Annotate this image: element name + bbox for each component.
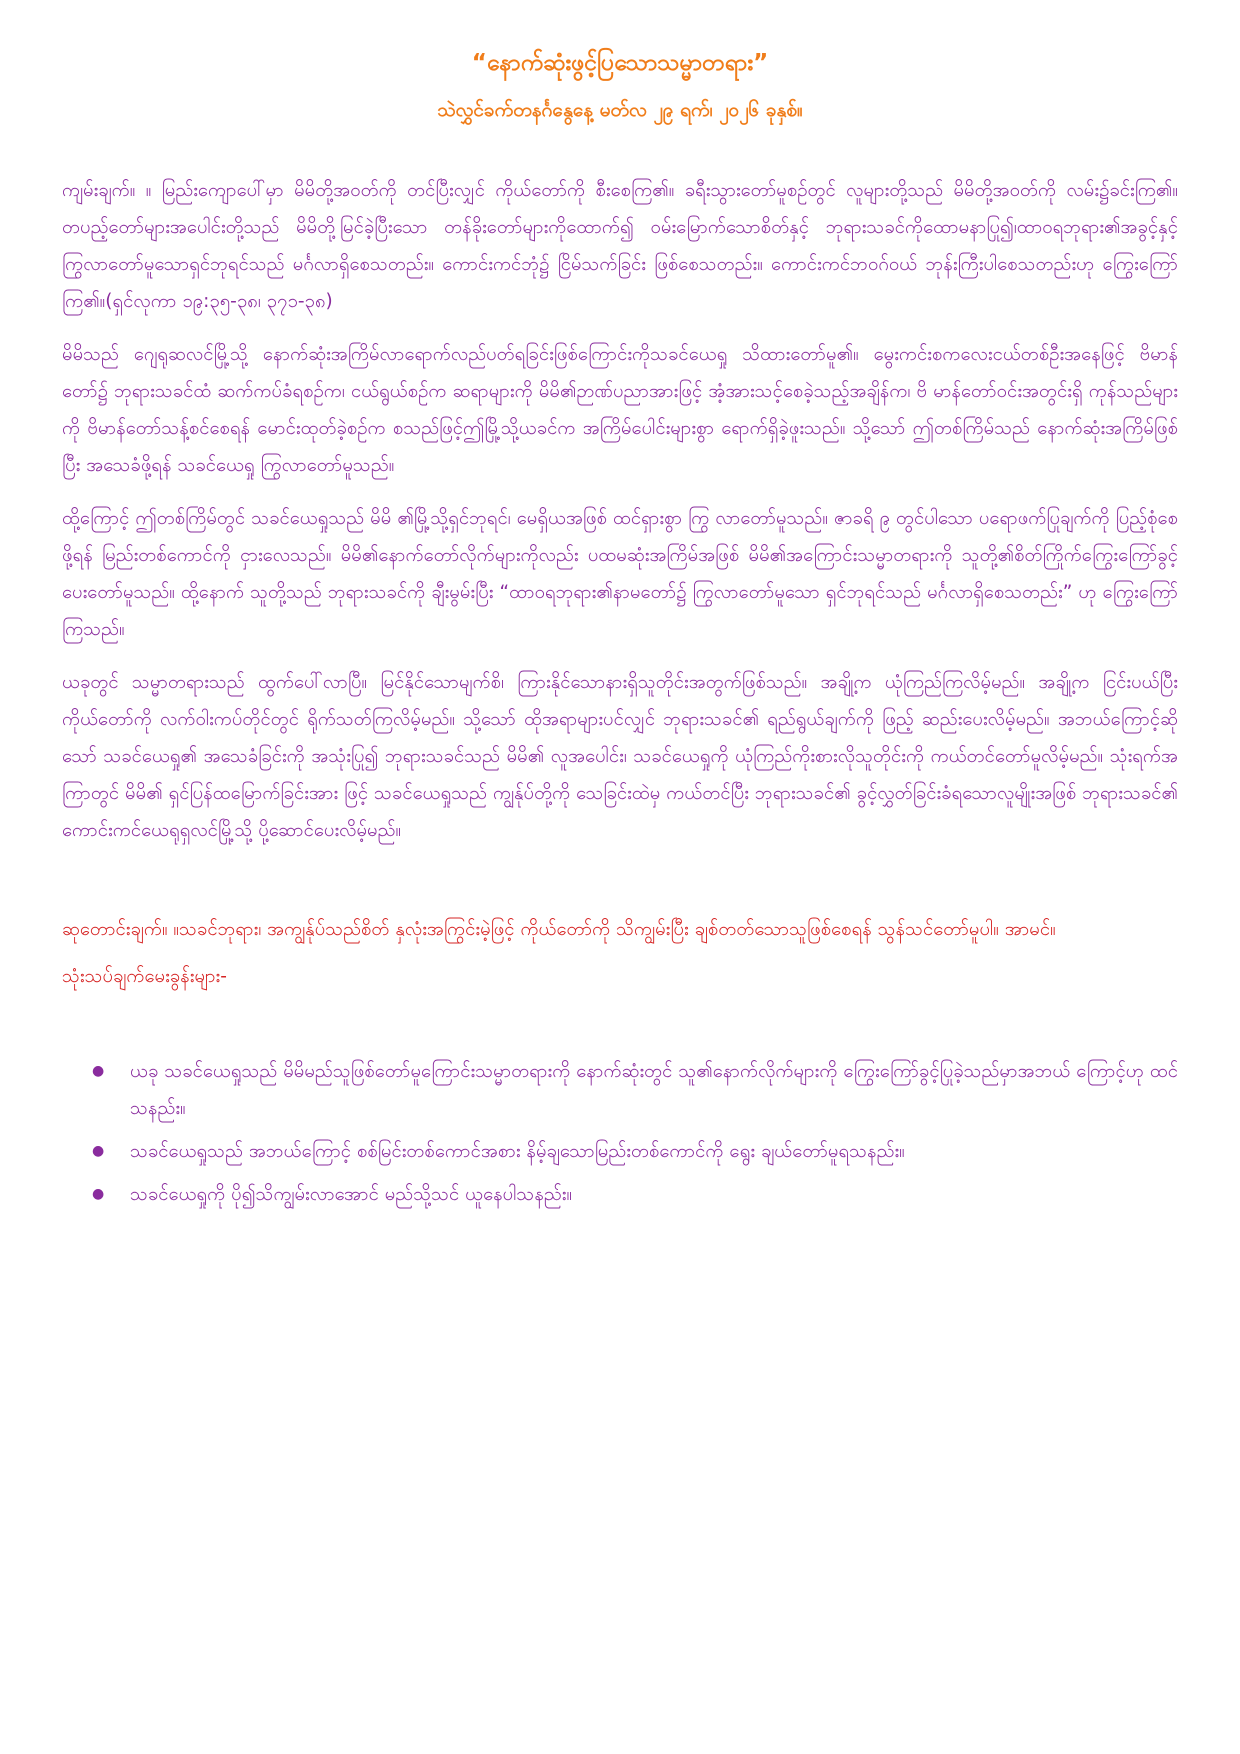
list-item [92, 1133, 1178, 1170]
body-text [62, 172, 1178, 1213]
document-title: “နောက်ဆုံးဖွင့်ပြသောသမ္မာတရား” [471, 50, 769, 76]
questions-list [62, 1053, 1178, 1213]
paragraph-king: ထို့ကြောင့် ဤတစ်ကြိမ်တွင် သခင်ယေရှုသည် မိမိ ၏မြို့သို့ရှင်ဘုရင်၊ မေရှိယအဖြစ် ထင်ရှားစွာ ကြွ လာတော်မူသည်။ ဇာခရိ ၉ တွင်ပါသော ပရောဖက်ပြုချက်ကို ပြည့်စုံစေဖို့ရန် မြည်းတစ်ကောင်ကို ငှားလေသည်။ မိမိ၏နောက်တော်လိုက်များကိုလည်း ပထမဆုံးအကြိမ်အဖြစ် မိမိ၏အကြောင်းသမ္မာတရားကို သူတို့၏စိတ်ကြိုက်ကြွေးကြော်ခွင့်ပေးတော်မူသည်။ ထို့နောက် သူတို့သည် ဘုရားသခင်ကို ချီးမွမ်းပြီး “ထာဝရဘုရား၏နာမတော်၌ ကြွလာတော်မူသော ရှင်ဘုရင်သည် မင်္ဂလာရှိစေသတည်း” ဟု ကြွေးကြော်ကြသည်။ [62, 508, 1178, 640]
bullet-icon: ● [92, 1063, 105, 1079]
document-date: သဲလွှင်ခက်တနင်္ဂနွေနေ့ မတ်လ ၂၉ ရက်၊ ၂၀၂၆ ခုနှစ်။ [437, 99, 803, 121]
question-text: သခင်ယေရှုသည် အဘယ်ကြောင့် စစ်မြင်းတစ်ကောင်အစား နိမ့်ချသောမြည်းတစ်ကောင်ကို ရွေး ချယ်တော်မူရသနည်း။ [130, 1141, 905, 1162]
list-item [92, 1176, 1178, 1213]
paragraph-last-visit: မိမိသည် ဂျေရုဆလင်မြို့သို့ နောက်ဆုံးအကြိမ်လာရောက်လည်ပတ်ရခြင်းဖြစ်ကြောင်းကိုသခင်ယေရှု သိထားတော်မူ၏။ မွေးကင်းစကလေးငယ်တစ်ဦးအနေဖြင့် ဗိမာန်တော်၌ ဘုရားသခင်ထံ ဆက်ကပ်ခံရစဉ်က၊ ငယ်ရွယ်စဉ်က ဆရာများကို မိမိ၏ဉာဏ်ပညာအားဖြင့် အံ့အားသင့်စေခဲ့သည့်အချိန်က၊ ဗိ မာန်တော်ဝင်းအတွင်းရှိ ကုန်သည်များကို ဗိမာန်တော်သန့်စင်စေရန် မောင်းထုတ်ခဲ့စဉ်က စသည်ဖြင့်ဤမြို့သို့ယခင်က အကြိမ်ပေါင်းများစွာ ရောက်ရှိခဲ့ဖူးသည်။ သို့သော် ဤတစ်ကြိမ်သည် နောက်ဆုံးအကြိမ်ဖြစ်ပြီး အသေခံဖို့ရန် သခင်ယေရှု ကြွလာတော်မူသည်။ [62, 344, 1178, 476]
question-text: သခင်ယေရှုကို ပို၍သိကျွမ်းလာအောင် မည်သို့သင် ယူနေပါသနည်း။ [130, 1184, 573, 1205]
question-text: ယခု သခင်ယေရှုသည် မိမိမည်သူဖြစ်တော်မူကြောင်းသမ္မာတရားကို နောက်ဆုံးတွင် သူ၏နောက်လိုက်များကို ကြွေးကြော်ခွင့်ပြုခဲ့သည်မှာအဘယ် ကြောင့်ဟု ထင်သနည်း။ [130, 1061, 1178, 1119]
paragraph-scripture: ကျမ်းချက်။ ။ မြည်းကျောပေါ်မှာ မိမိတို့အဝတ်ကို တင်ပြီးလျှင် ကိုယ်တော်ကို စီးစေကြ၏။ ခရီးသွားတော်မူစဉ်တွင် လူများတို့သည် မိမိတို့အဝတ်ကို လမ်း၌ခင်းကြ၏။ တပည့်တော်များအပေါင်းတို့သည် မိမိတို့မြင်ခဲ့ပြီးသော တန်ခိုးတော်များကိုထောက်၍ ဝမ်းမြောက်သောစိတ်နှင့် ဘုရားသခင်ကိုထောမနာပြု၍၊ထာဝရဘုရား၏အခွင့်နှင့်ကြွလာတော်မူသောရှင်ဘုရင်သည် မင်္ဂလာရှိစေသတည်း။ ကောင်းကင်ဘုံ၌ ငြိမ်သက်ခြင်း ဖြစ်စေသတည်း။ ကောင်းကင်ဘဝဂ်ဝယ် ဘုန်းကြီးပါစေသတည်းဟု ကြွေးကြော်ကြ၏။(ရှင်လုကာ ၁၉:၃၅-၃၈၊ ၃၇၁-၃၈) [62, 180, 1178, 312]
prayer: ဆုတောင်းချက်။ ။သခင်ဘုရား၊ အကျွန်ုပ်သည်စိတ် နှလုံးအကြွင်းမဲ့ဖြင့် ကိုယ်တော်ကို သိကျွမ်းပြီး ချစ်တတ်သောသူဖြစ်စေရန် သွန်သင်တော်မူပါ။ အာမင်။ [62, 919, 1056, 940]
paragraph-truth: ယခုတွင် သမ္မာတရားသည် ထွက်ပေါ်လာပြီ။ မြင်နိုင်သောမျက်စိ၊ ကြားနိုင်သောနားရှိသူတိုင်းအတွက်ဖြစ်သည်။ အချို့က ယုံကြည်ကြလိမ့်မည်။ အချို့က ငြင်းပယ်ပြီး ကိုယ်တော်ကို လက်ဝါးကပ်တိုင်တွင် ရိုက်သတ်ကြလိမ့်မည်။ သို့သော် ထိုအရာများပင်လျှင် ဘုရားသခင်၏ ရည်ရွယ်ချက်ကို ဖြည့် ဆည်းပေးလိမ့်မည်။ အဘယ်ကြောင့်ဆိုသော် သခင်ယေရှု၏ အသေခံခြင်းကို အသုံးပြု၍ ဘုရားသခင်သည် မိမိ၏ လူအပေါင်း၊ သခင်ယေရှုကို ယုံကြည်ကိုးစားလိုသူတိုင်းကို ကယ်တင်တော်မူလိမ့်မည်။ သုံးရက်အကြာတွင် မိမိ၏ ရှင်ပြန်ထမြောက်ခြင်းအား ဖြင့် သခင်ယေရှုသည် ကျွန်ုပ်တို့ကို သေခြင်းထဲမှ ကယ်တင်ပြီး ဘုရားသခင်၏ ခွင့်လွှတ်ခြင်းခံရသောလူမျိုးအဖြစ် ဘုရားသခင်၏ ကောင်းကင်ယေရုရှလင်မြို့သို့ ပို့ဆောင်ပေးလိမ့်မည်။ [62, 672, 1178, 841]
questions-heading: သုံးသပ်ချက်မေးခွန်းများ- [62, 966, 227, 987]
bullet-icon: ● [92, 1186, 105, 1202]
list-item [92, 1053, 1178, 1127]
bullet-icon: ● [92, 1143, 105, 1159]
